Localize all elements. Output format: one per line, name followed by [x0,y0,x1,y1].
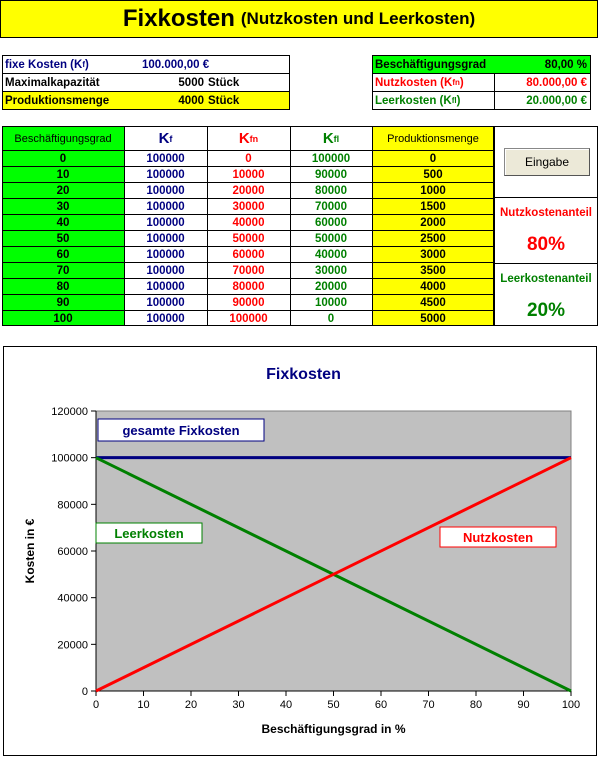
cell-grad: 90 [56,296,70,309]
cell-kfn: 80000 [232,280,265,293]
x-axis-label: Beschäftigungsgrad in % [261,722,406,736]
y-tick-label: 40000 [57,592,88,605]
x-tick-label: 90 [517,699,530,711]
cell-kfn: 50000 [232,232,265,245]
cell-kfn: 20000 [232,184,265,197]
eingabe-button[interactable]: Eingabe [504,148,590,176]
cell-kfn: 90000 [232,296,265,309]
cell-kfn: 0 [245,152,252,165]
series-label: Nutzkosten [462,530,534,545]
series-label: gesamte Fixkosten [122,423,240,438]
cell-kf: 100000 [146,152,185,165]
cell-grad: 60 [56,248,70,261]
cell-kfl: 70000 [315,200,347,213]
maximalkapazitaet-unit: Stück [208,76,240,89]
produktionsmenge-unit: Stück [208,94,240,107]
x-tick-label: 10 [137,699,150,711]
x-tick-label: 80 [469,699,483,711]
x-tick-label: 40 [279,699,293,711]
cell-grad: 50 [56,232,70,245]
cell-menge: 3500 [420,264,446,277]
nutzkosten-label: Nutzkosten (K fn ) [375,76,464,89]
chart-title: Fixkosten [266,366,341,383]
cell-kfl: 0 [327,312,335,325]
title-sub: (Nutzkosten und Leerkosten) [240,9,476,28]
cell-kf: 100000 [146,312,185,325]
cell-kfl: 60000 [315,216,347,229]
cell-menge: 2000 [420,216,446,229]
title-main: Fixkosten [122,5,235,32]
cell-menge: 4500 [420,296,446,309]
cell-menge: 1000 [420,184,446,197]
x-tick-label: 30 [232,699,245,711]
nutzkostenanteil-label: Nutzkostenanteil [499,207,592,219]
chart-svg [4,347,596,755]
y-tick-label: 20000 [57,639,88,652]
cell-grad: 40 [56,216,70,229]
fixe-kosten-label: fixe Kosten (K f ) [5,58,89,71]
cell-grad: 0 [59,152,67,165]
cell-grad: 100 [53,312,73,325]
cell-kfn: 70000 [232,264,265,277]
header-kfn: K fn [238,130,259,147]
cell-kf: 100000 [146,184,185,197]
cell-kfl: 50000 [315,232,347,245]
cell-kf: 100000 [146,264,185,277]
cell-menge: 4000 [420,280,446,293]
cell-kf: 100000 [146,232,185,245]
cell-kfn: 100000 [229,312,268,325]
cell-menge: 5000 [420,312,446,325]
cell-kf: 100000 [146,248,185,261]
cell-kf: 100000 [146,216,185,229]
series-label: Leerkosten [114,526,184,541]
leerkosten-value: 20.000,00 € [526,94,587,107]
cell-menge: 3000 [420,248,446,261]
leerkostenanteil-value: 20% [526,300,566,321]
x-tick-label: 20 [184,699,198,711]
produktionsmenge-label: Produktionsmenge [5,94,110,107]
y-tick-label: 100000 [51,452,88,465]
cell-menge: 1500 [420,200,446,213]
cell-kfl: 40000 [315,248,347,261]
leerkosten-label: Leerkosten (K fl ) [375,94,461,107]
y-tick-label: 60000 [57,546,88,558]
cell-menge: 2500 [420,232,446,245]
cell-grad: 30 [56,200,70,213]
y-tick-label: 120000 [51,406,88,418]
cell-kfl: 10000 [315,296,347,309]
maximalkapazitaet-label: Maximalkapazität [5,76,100,89]
cell-grad: 10 [56,168,70,181]
header-beschaeftigungsgrad: Beschäftigungsgrad [14,132,112,145]
cell-kf: 100000 [146,200,185,213]
plot-area [96,411,571,691]
beschaeftigungsgrad-label: Beschäftigungsgrad [375,58,487,71]
fixkosten-chart [3,346,597,756]
cell-kfl: 100000 [311,152,351,165]
y-tick-label: 80000 [57,499,88,512]
nutzkosten-value: 80.000,00 € [526,76,587,89]
cell-grad: 80 [56,280,70,293]
cell-kfl: 90000 [315,168,347,181]
cell-menge: 0 [429,152,437,165]
header-kf: K f [158,130,173,147]
x-tick-label: 60 [374,699,388,711]
leerkostenanteil-label: Leerkostenanteil [500,273,592,285]
nutzkostenanteil-value: 80% [526,234,566,255]
cell-kfn: 30000 [232,200,265,213]
x-tick-label: 70 [422,699,435,711]
x-tick-label: 50 [327,699,340,711]
maximalkapazitaet-value[interactable]: 5000 [178,76,204,89]
cell-kf: 100000 [146,168,185,181]
beschaeftigungsgrad-value: 80,00 % [544,58,587,71]
cell-grad: 70 [56,264,70,277]
cell-kfl: 30000 [315,264,347,277]
header-kfl: K fl [322,130,340,147]
produktionsmenge-value[interactable]: 4000 [178,94,204,107]
cell-kf: 100000 [146,280,185,293]
cell-kfn: 10000 [232,168,265,181]
cell-kfn: 60000 [232,248,265,261]
x-tick-label: 100 [561,699,581,711]
page-title [0,0,598,38]
cell-grad: 20 [56,184,70,197]
y-axis-label: Kosten in € [23,518,37,584]
x-tick-label: 0 [92,699,100,711]
y-tick-label: 0 [81,686,88,698]
header-produktionsmenge: Produktionsmenge [387,132,479,145]
cell-kfl: 80000 [315,184,347,197]
cell-menge: 500 [423,168,443,181]
cell-kfn: 40000 [232,216,265,229]
cell-kfl: 20000 [315,280,347,293]
cell-kf: 100000 [146,296,185,309]
fixe-kosten-value[interactable]: 100.000,00 € [142,58,210,71]
